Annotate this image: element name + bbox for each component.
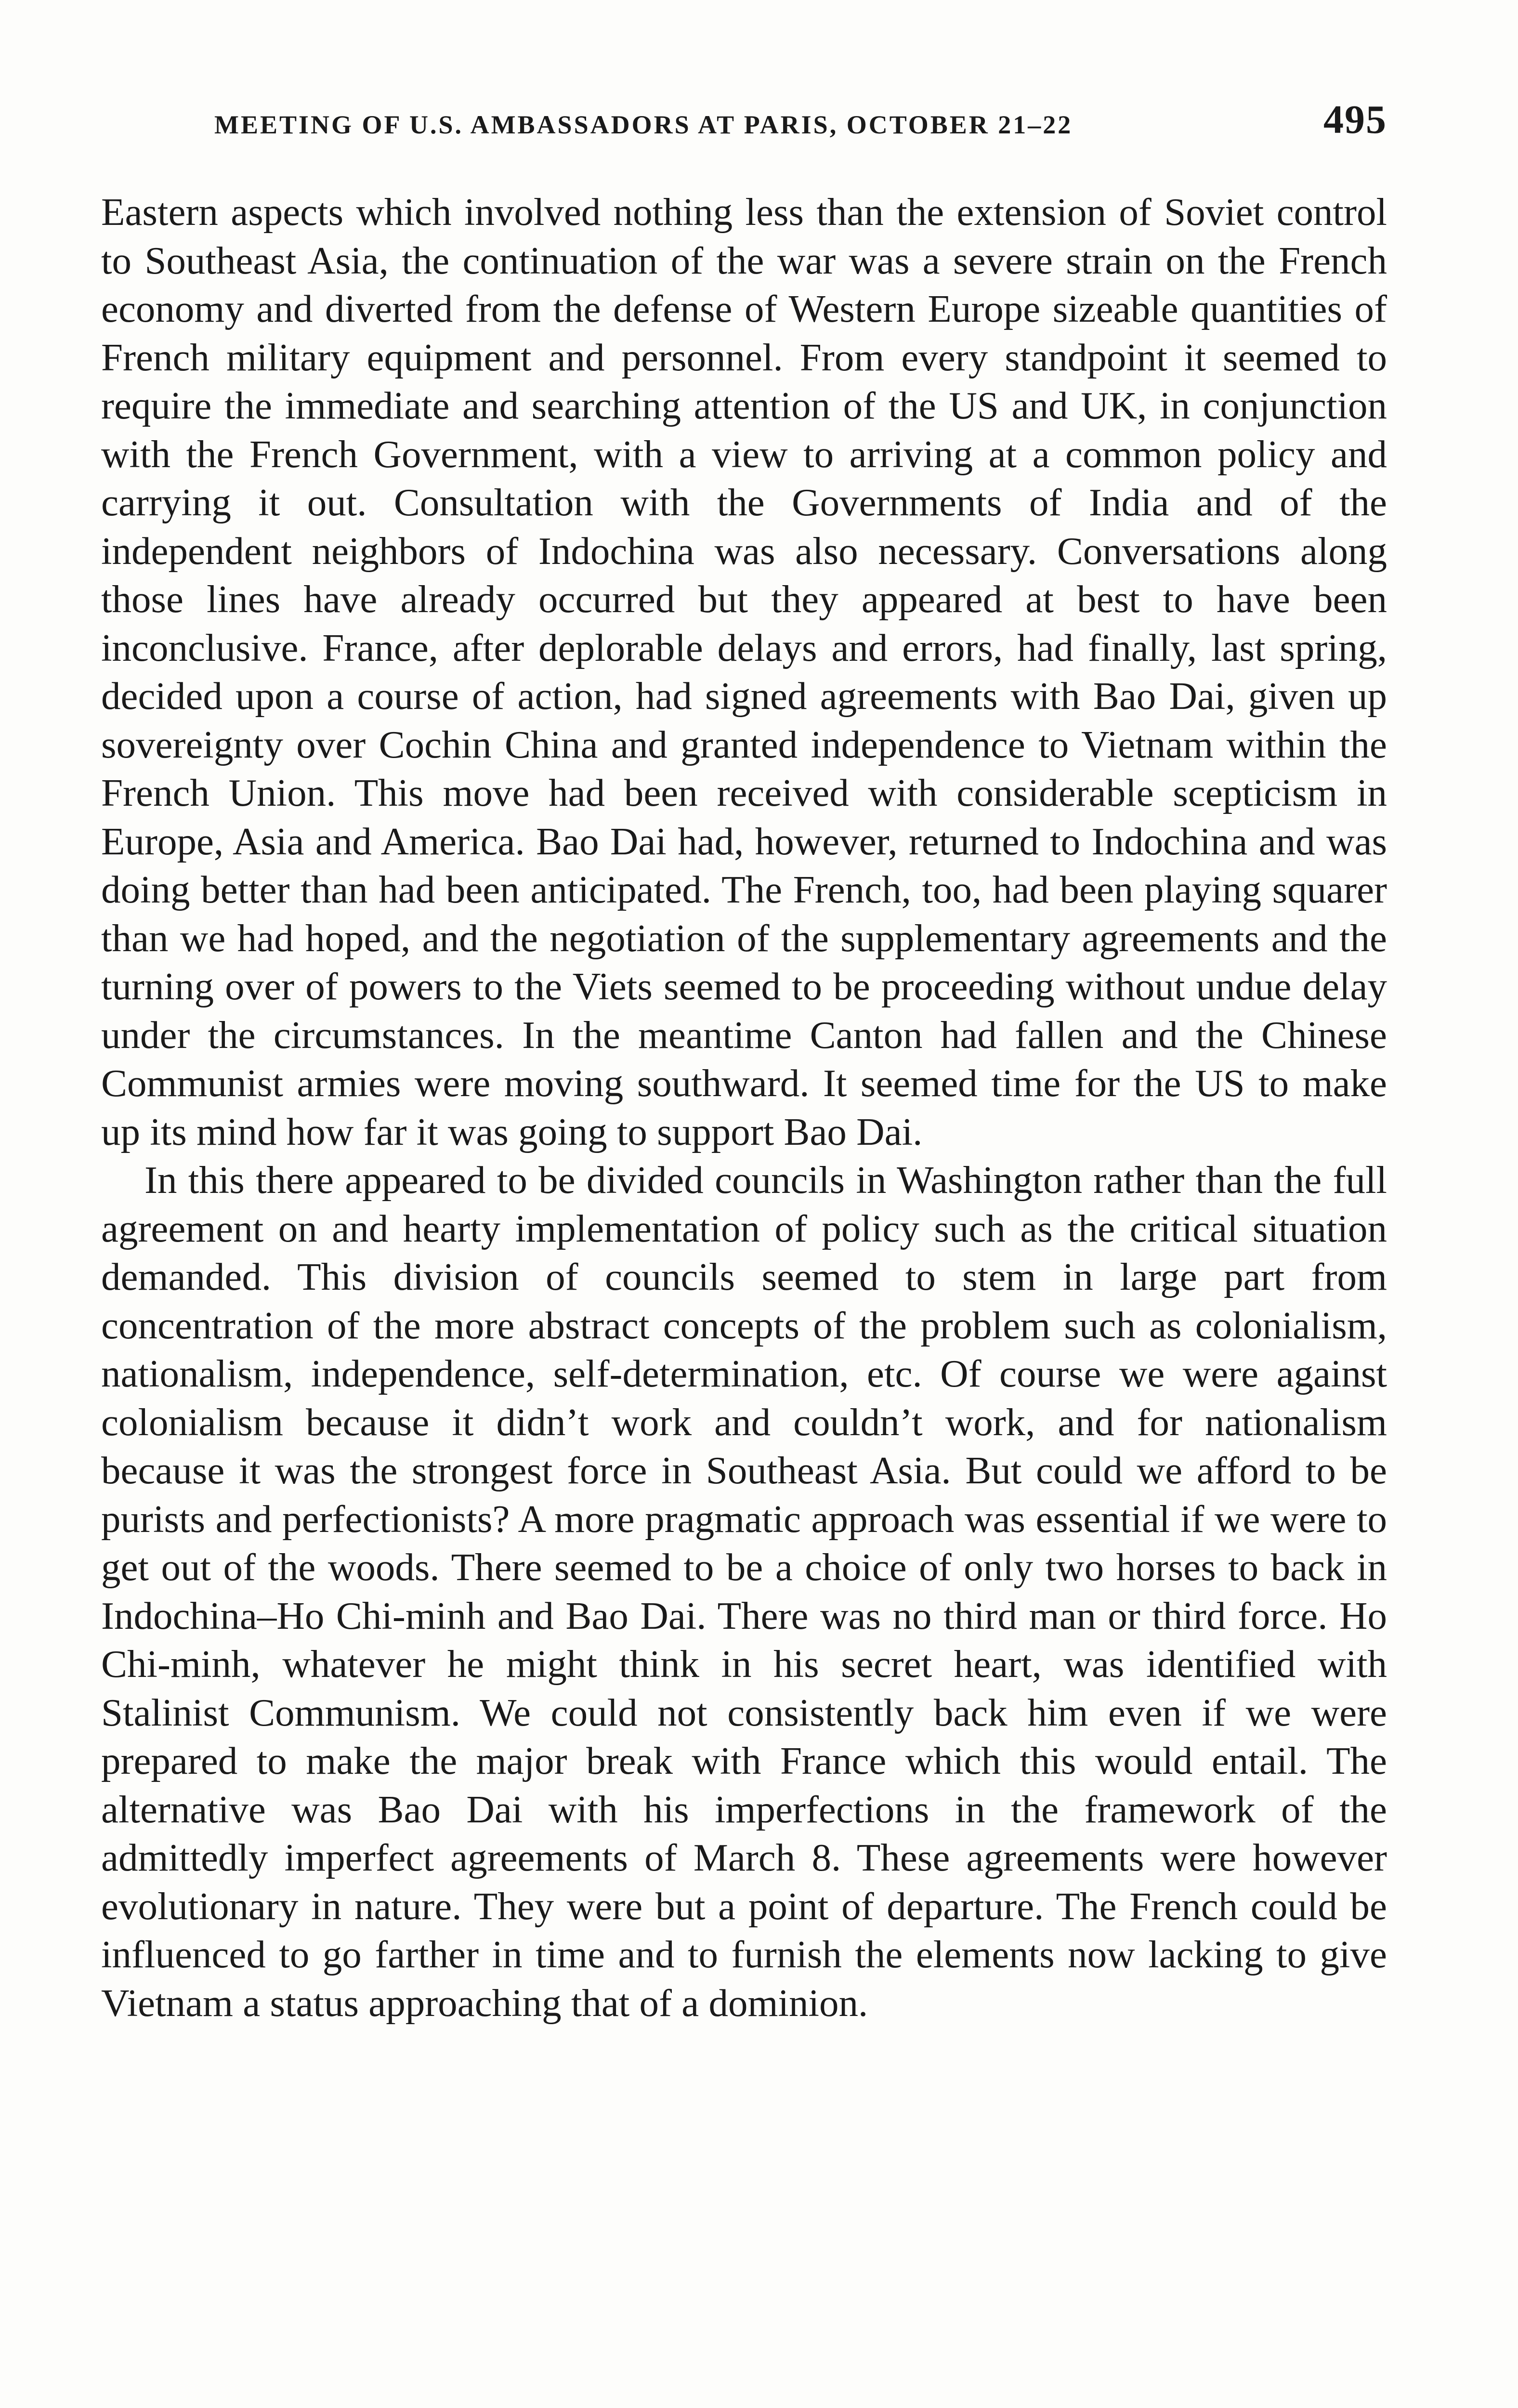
paragraph-2: In this there appeared to be divided councils in Washington rather than the full agreement on and hearty implementation of policy such as the critical situation demanded. This division of councils seemed to stem in large part from concentration of the more abstract concepts of the problem such as colonialism, nationalism, independence, self-determination, etc. Of course we were against colonialism because it didn’t work and couldn’t work, and for nationalism because it was the strongest force in Southeast Asia. But could we afford to be purists and perfectionists? A more pragmatic approach was essential if we were to get out of the woods. There seemed to be a choice of only two horses to back in Indochina–Ho Chi-minh and Bao Dai. There was no third man or third force. Ho Chi-minh, whatever he might think in his secret heart, was identified with Stalinist Communism. We could not consistently back him even if we were prepared to make the major break with France which this would entail. The alternative was Bao Dai with his imperfections in the framework of the admittedly imperfect agreements of March 8. These agreements were however evolutionary in nature. They were but a point of departure. The French could be influenced to go farther in time and to furnish the elements now lacking to give Vietnam a status approaching that of a dominion. <box>101 1158 1387 2025</box>
paragraph-1: Eastern aspects which involved nothing less than the extension of Soviet control to Southeast Asia, the continuation of the war was a severe strain on the French economy and diverted from the defense of Western Europe sizeable quantities of French military equipment and personnel. From every standpoint it seemed to require the immediate and searching attention of the US and UK, in conjunction with the French Government, with a view to arriving at a common policy and carrying it out. Consultation with the Governments of India and of the independent neighbors of Indochina was also necessary. Conversations along those lines have already occurred but they appeared at best to have been inconclusive. France, after deplorable delays and errors, had finally, last spring, decided upon a course of action, had signed agreements with Bao Dai, given up sovereignty over Cochin China and granted independence to Vietnam within the French Union. This move had been received with considerable scepticism in Europe, Asia and America. Bao Dai had, however, returned to Indochina and was doing better than had been anticipated. The French, too, had been playing squarer than we had hoped, and the negotiation of the supplementary agreements and the turning over of powers to the Viets seemed to be proceeding without undue delay under the circumstances. In the meantime Canton had fallen and the Chinese Communist armies were moving southward. It seemed time for the US to make up its mind how far it was going to support Bao Dai. <box>101 190 1387 1153</box>
page-number: 495 <box>1323 97 1387 142</box>
body-text <box>101 188 1387 2027</box>
running-head <box>99 96 1387 149</box>
running-title: MEETING OF U.S. AMBASSADORS AT PARIS, OCTOBER 21–22 <box>214 110 1073 139</box>
